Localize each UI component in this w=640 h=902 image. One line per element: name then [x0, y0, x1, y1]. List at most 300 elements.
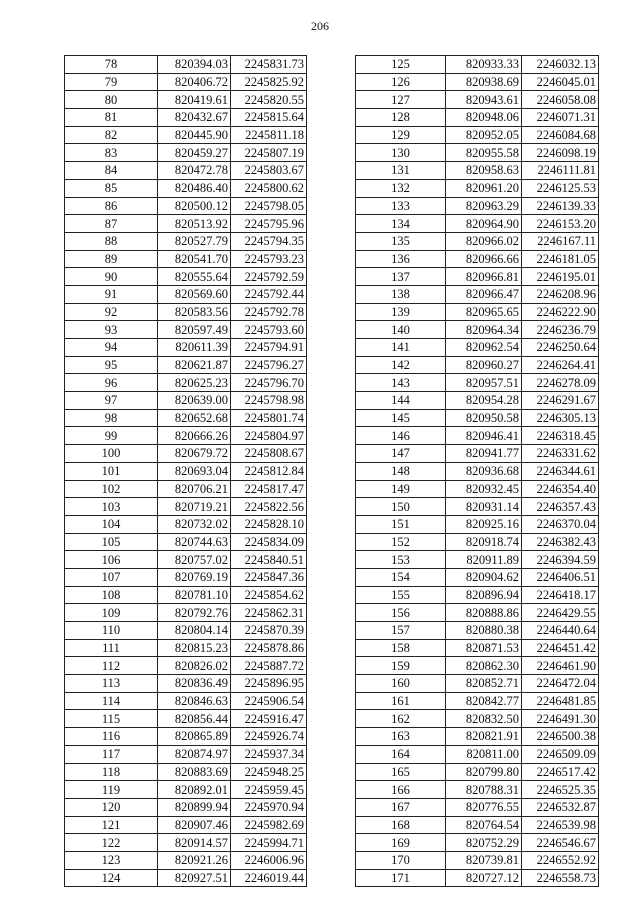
table-row [65, 445, 307, 463]
y-coordinate-cell: 2246461.90 [522, 657, 599, 675]
table-row [356, 745, 599, 763]
y-coordinate-cell: 2245796.70 [231, 374, 307, 392]
point-number-cell: 164 [356, 745, 446, 763]
y-coordinate-cell: 2245820.55 [231, 91, 307, 109]
y-coordinate-cell: 2245970.94 [231, 798, 307, 816]
y-coordinate-cell: 2246153.20 [522, 215, 599, 233]
point-number-cell: 101 [65, 462, 158, 480]
table-row [356, 285, 599, 303]
point-number-cell: 141 [356, 339, 446, 357]
x-coordinate-cell: 820966.81 [446, 268, 522, 286]
point-number-cell: 161 [356, 692, 446, 710]
y-coordinate-cell: 2245817.47 [231, 480, 307, 498]
x-coordinate-cell: 820907.46 [158, 816, 231, 834]
y-coordinate-cell: 2246098.19 [522, 144, 599, 162]
x-coordinate-cell: 820555.64 [158, 268, 231, 286]
y-coordinate-cell: 2246084.68 [522, 126, 599, 144]
table-row [356, 851, 599, 869]
x-coordinate-cell: 820957.51 [446, 374, 522, 392]
y-coordinate-cell: 2246125.53 [522, 179, 599, 197]
point-number-cell: 115 [65, 710, 158, 728]
x-coordinate-cell: 820964.34 [446, 321, 522, 339]
x-coordinate-cell: 820781.10 [158, 586, 231, 604]
table-row [356, 692, 599, 710]
y-coordinate-cell: 2245800.62 [231, 179, 307, 197]
point-number-cell: 99 [65, 427, 158, 445]
point-number-cell: 134 [356, 215, 446, 233]
y-coordinate-cell: 2246418.17 [522, 586, 599, 604]
x-coordinate-cell: 820871.53 [446, 639, 522, 657]
table-row [356, 568, 599, 586]
y-coordinate-cell: 2246071.31 [522, 109, 599, 127]
point-number-cell: 145 [356, 409, 446, 427]
table-row [65, 268, 307, 286]
table-row [65, 781, 307, 799]
x-coordinate-cell: 820513.92 [158, 215, 231, 233]
table-row [65, 586, 307, 604]
point-number-cell: 136 [356, 250, 446, 268]
point-number-cell: 100 [65, 445, 158, 463]
point-number-cell: 132 [356, 179, 446, 197]
table-row [356, 162, 599, 180]
y-coordinate-cell: 2245811.18 [231, 126, 307, 144]
y-coordinate-cell: 2245854.62 [231, 586, 307, 604]
point-number-cell: 167 [356, 798, 446, 816]
x-coordinate-cell: 820896.94 [446, 586, 522, 604]
table-row [356, 126, 599, 144]
y-coordinate-cell: 2246451.42 [522, 639, 599, 657]
table-row [356, 480, 599, 498]
table-row [356, 144, 599, 162]
table-row [65, 533, 307, 551]
y-coordinate-cell: 2245792.44 [231, 285, 307, 303]
point-number-cell: 80 [65, 91, 158, 109]
point-number-cell: 98 [65, 409, 158, 427]
table-row [356, 232, 599, 250]
table-row [65, 303, 307, 321]
x-coordinate-cell: 820394.03 [158, 56, 231, 74]
y-coordinate-cell: 2246331.62 [522, 445, 599, 463]
point-number-cell: 108 [65, 586, 158, 604]
point-number-cell: 110 [65, 622, 158, 640]
x-coordinate-cell: 820500.12 [158, 197, 231, 215]
point-number-cell: 166 [356, 781, 446, 799]
table-row [65, 480, 307, 498]
y-coordinate-cell: 2246394.59 [522, 551, 599, 569]
table-row [356, 586, 599, 604]
x-coordinate-cell: 820821.91 [446, 728, 522, 746]
point-number-cell: 124 [65, 869, 158, 887]
table-row [356, 392, 599, 410]
point-number-cell: 105 [65, 533, 158, 551]
table-row [65, 745, 307, 763]
y-coordinate-cell: 2246532.87 [522, 798, 599, 816]
y-coordinate-cell: 2245801.74 [231, 409, 307, 427]
table-row [356, 675, 599, 693]
x-coordinate-cell: 820541.70 [158, 250, 231, 268]
point-number-cell: 81 [65, 109, 158, 127]
x-coordinate-cell: 820846.63 [158, 692, 231, 710]
y-coordinate-cell: 2245808.67 [231, 445, 307, 463]
point-number-cell: 125 [356, 56, 446, 74]
y-coordinate-cell: 2246006.96 [231, 851, 307, 869]
table-row [356, 622, 599, 640]
y-coordinate-cell: 2245834.09 [231, 533, 307, 551]
y-coordinate-cell: 2246552.92 [522, 851, 599, 869]
table-row [65, 834, 307, 852]
y-coordinate-cell: 2245798.05 [231, 197, 307, 215]
table-row [356, 197, 599, 215]
point-number-cell: 78 [65, 56, 158, 74]
point-number-cell: 171 [356, 869, 446, 887]
x-coordinate-cell: 820948.06 [446, 109, 522, 127]
y-coordinate-cell: 2246429.55 [522, 604, 599, 622]
x-coordinate-cell: 820706.21 [158, 480, 231, 498]
table-row [356, 639, 599, 657]
x-coordinate-cell: 820788.31 [446, 781, 522, 799]
x-coordinate-cell: 820826.02 [158, 657, 231, 675]
table-row [65, 162, 307, 180]
y-coordinate-cell: 2245807.19 [231, 144, 307, 162]
x-coordinate-cell: 820625.23 [158, 374, 231, 392]
table-row [356, 781, 599, 799]
table-row [356, 339, 599, 357]
point-number-cell: 160 [356, 675, 446, 693]
x-coordinate-cell: 820962.54 [446, 339, 522, 357]
point-number-cell: 86 [65, 197, 158, 215]
x-coordinate-cell: 820943.61 [446, 91, 522, 109]
y-coordinate-cell: 2245815.64 [231, 109, 307, 127]
table-row [356, 869, 599, 887]
table-row [65, 109, 307, 127]
point-number-cell: 143 [356, 374, 446, 392]
point-number-cell: 120 [65, 798, 158, 816]
point-number-cell: 126 [356, 73, 446, 91]
y-coordinate-cell: 2246305.13 [522, 409, 599, 427]
x-coordinate-cell: 820583.56 [158, 303, 231, 321]
point-number-cell: 147 [356, 445, 446, 463]
table-row [356, 445, 599, 463]
y-coordinate-cell: 2246058.08 [522, 91, 599, 109]
y-coordinate-cell: 2246440.64 [522, 622, 599, 640]
point-number-cell: 102 [65, 480, 158, 498]
y-coordinate-cell: 2246291.67 [522, 392, 599, 410]
y-coordinate-cell: 2246222.90 [522, 303, 599, 321]
point-number-cell: 91 [65, 285, 158, 303]
table-row [65, 197, 307, 215]
x-coordinate-cell: 820941.77 [446, 445, 522, 463]
x-coordinate-cell: 820964.90 [446, 215, 522, 233]
x-coordinate-cell: 820445.90 [158, 126, 231, 144]
table-row [65, 816, 307, 834]
point-number-cell: 104 [65, 515, 158, 533]
y-coordinate-cell: 2245878.86 [231, 639, 307, 657]
x-coordinate-cell: 820852.71 [446, 675, 522, 693]
y-coordinate-cell: 2246167.11 [522, 232, 599, 250]
x-coordinate-cell: 820639.00 [158, 392, 231, 410]
y-coordinate-cell: 2245948.25 [231, 763, 307, 781]
y-coordinate-cell: 2245804.97 [231, 427, 307, 445]
x-coordinate-cell: 820832.50 [446, 710, 522, 728]
point-number-cell: 89 [65, 250, 158, 268]
table-row [65, 285, 307, 303]
point-number-cell: 111 [65, 639, 158, 657]
x-coordinate-cell: 820419.61 [158, 91, 231, 109]
table-row [356, 498, 599, 516]
table-row [356, 268, 599, 286]
x-coordinate-cell: 820527.79 [158, 232, 231, 250]
y-coordinate-cell: 2245796.27 [231, 356, 307, 374]
point-number-cell: 169 [356, 834, 446, 852]
table-row [356, 109, 599, 127]
point-number-cell: 94 [65, 339, 158, 357]
table-row [356, 250, 599, 268]
table-row [356, 427, 599, 445]
x-coordinate-cell: 820432.67 [158, 109, 231, 127]
y-coordinate-cell: 2246370.04 [522, 515, 599, 533]
x-coordinate-cell: 820865.89 [158, 728, 231, 746]
y-coordinate-cell: 2245896.95 [231, 675, 307, 693]
table-row [65, 639, 307, 657]
point-number-cell: 144 [356, 392, 446, 410]
x-coordinate-cell: 820966.47 [446, 285, 522, 303]
y-coordinate-cell: 2245792.78 [231, 303, 307, 321]
x-coordinate-cell: 820892.01 [158, 781, 231, 799]
table-row [356, 409, 599, 427]
table-row [65, 675, 307, 693]
y-coordinate-cell: 2245795.96 [231, 215, 307, 233]
x-coordinate-cell: 820679.72 [158, 445, 231, 463]
x-coordinate-cell: 820946.41 [446, 427, 522, 445]
table-row [65, 427, 307, 445]
point-number-cell: 148 [356, 462, 446, 480]
table-row [65, 144, 307, 162]
y-coordinate-cell: 2246236.79 [522, 321, 599, 339]
x-coordinate-cell: 820727.12 [446, 869, 522, 887]
y-coordinate-cell: 2246139.33 [522, 197, 599, 215]
point-number-cell: 157 [356, 622, 446, 640]
point-number-cell: 159 [356, 657, 446, 675]
x-coordinate-cell: 820842.77 [446, 692, 522, 710]
table-row [356, 91, 599, 109]
table-row [65, 91, 307, 109]
table-row [65, 409, 307, 427]
x-coordinate-cell: 820952.05 [446, 126, 522, 144]
point-number-cell: 107 [65, 568, 158, 586]
x-coordinate-cell: 820914.57 [158, 834, 231, 852]
y-coordinate-cell: 2245825.92 [231, 73, 307, 91]
point-number-cell: 122 [65, 834, 158, 852]
table-row [65, 250, 307, 268]
point-number-cell: 170 [356, 851, 446, 869]
table-row [356, 356, 599, 374]
table-row [65, 339, 307, 357]
x-coordinate-cell: 820732.02 [158, 515, 231, 533]
x-coordinate-cell: 820966.02 [446, 232, 522, 250]
point-number-cell: 123 [65, 851, 158, 869]
x-coordinate-cell: 820936.68 [446, 462, 522, 480]
y-coordinate-cell: 2245794.35 [231, 232, 307, 250]
point-number-cell: 152 [356, 533, 446, 551]
table-row [65, 851, 307, 869]
y-coordinate-cell: 2245794.91 [231, 339, 307, 357]
y-coordinate-cell: 2245926.74 [231, 728, 307, 746]
point-number-cell: 96 [65, 374, 158, 392]
point-number-cell: 129 [356, 126, 446, 144]
table-row [65, 321, 307, 339]
table-row [65, 798, 307, 816]
x-coordinate-cell: 820960.27 [446, 356, 522, 374]
x-coordinate-cell: 820958.63 [446, 162, 522, 180]
coordinates-table-left [64, 55, 307, 887]
y-coordinate-cell: 2246546.67 [522, 834, 599, 852]
x-coordinate-cell: 820459.27 [158, 144, 231, 162]
coordinates-table-right [355, 55, 599, 887]
y-coordinate-cell: 2246111.81 [522, 162, 599, 180]
table-row [356, 728, 599, 746]
y-coordinate-cell: 2245870.39 [231, 622, 307, 640]
table-row [356, 215, 599, 233]
x-coordinate-cell: 820965.65 [446, 303, 522, 321]
point-number-cell: 155 [356, 586, 446, 604]
table-row [65, 215, 307, 233]
table-row [356, 515, 599, 533]
table-row [356, 56, 599, 74]
point-number-cell: 156 [356, 604, 446, 622]
y-coordinate-cell: 2246045.01 [522, 73, 599, 91]
x-coordinate-cell: 820764.54 [446, 816, 522, 834]
point-number-cell: 127 [356, 91, 446, 109]
point-number-cell: 137 [356, 268, 446, 286]
y-coordinate-cell: 2246517.42 [522, 763, 599, 781]
table-row [65, 604, 307, 622]
table-row [65, 568, 307, 586]
point-number-cell: 131 [356, 162, 446, 180]
y-coordinate-cell: 2246181.05 [522, 250, 599, 268]
table-row [356, 321, 599, 339]
table-row [65, 622, 307, 640]
y-coordinate-cell: 2246491.30 [522, 710, 599, 728]
point-number-cell: 153 [356, 551, 446, 569]
x-coordinate-cell: 820963.29 [446, 197, 522, 215]
point-number-cell: 95 [65, 356, 158, 374]
point-number-cell: 79 [65, 73, 158, 91]
table-row [356, 179, 599, 197]
x-coordinate-cell: 820862.30 [446, 657, 522, 675]
point-number-cell: 117 [65, 745, 158, 763]
y-coordinate-cell: 2245792.59 [231, 268, 307, 286]
y-coordinate-cell: 2246357.43 [522, 498, 599, 516]
table-row [356, 604, 599, 622]
table-row [356, 303, 599, 321]
point-number-cell: 87 [65, 215, 158, 233]
table-row [356, 834, 599, 852]
y-coordinate-cell: 2245937.34 [231, 745, 307, 763]
point-number-cell: 118 [65, 763, 158, 781]
x-coordinate-cell: 820776.55 [446, 798, 522, 816]
y-coordinate-cell: 2245982.69 [231, 816, 307, 834]
page-number: 206 [311, 19, 329, 33]
x-coordinate-cell: 820752.29 [446, 834, 522, 852]
x-coordinate-cell: 820693.04 [158, 462, 231, 480]
table-row [65, 869, 307, 887]
table-row [356, 374, 599, 392]
y-coordinate-cell: 2246472.04 [522, 675, 599, 693]
x-coordinate-cell: 820815.23 [158, 639, 231, 657]
y-coordinate-cell: 2246278.09 [522, 374, 599, 392]
point-number-cell: 121 [65, 816, 158, 834]
x-coordinate-cell: 820569.60 [158, 285, 231, 303]
x-coordinate-cell: 820406.72 [158, 73, 231, 91]
x-coordinate-cell: 820597.49 [158, 321, 231, 339]
y-coordinate-cell: 2245828.10 [231, 515, 307, 533]
point-number-cell: 93 [65, 321, 158, 339]
x-coordinate-cell: 820739.81 [446, 851, 522, 869]
x-coordinate-cell: 820486.40 [158, 179, 231, 197]
table-row [356, 798, 599, 816]
x-coordinate-cell: 820950.58 [446, 409, 522, 427]
point-number-cell: 84 [65, 162, 158, 180]
point-number-cell: 116 [65, 728, 158, 746]
y-coordinate-cell: 2246406.51 [522, 568, 599, 586]
point-number-cell: 139 [356, 303, 446, 321]
y-coordinate-cell: 2246354.40 [522, 480, 599, 498]
table-row [356, 462, 599, 480]
x-coordinate-cell: 820888.86 [446, 604, 522, 622]
point-number-cell: 92 [65, 303, 158, 321]
y-coordinate-cell: 2245831.73 [231, 56, 307, 74]
y-coordinate-cell: 2245887.72 [231, 657, 307, 675]
x-coordinate-cell: 820954.28 [446, 392, 522, 410]
point-number-cell: 165 [356, 763, 446, 781]
table-row [65, 657, 307, 675]
point-number-cell: 97 [65, 392, 158, 410]
x-coordinate-cell: 820792.76 [158, 604, 231, 622]
point-number-cell: 168 [356, 816, 446, 834]
x-coordinate-cell: 820966.66 [446, 250, 522, 268]
table-row [65, 692, 307, 710]
table-row [65, 392, 307, 410]
y-coordinate-cell: 2246208.96 [522, 285, 599, 303]
x-coordinate-cell: 820904.62 [446, 568, 522, 586]
table-row [65, 498, 307, 516]
y-coordinate-cell: 2246525.35 [522, 781, 599, 799]
table-row [356, 763, 599, 781]
x-coordinate-cell: 820932.45 [446, 480, 522, 498]
point-number-cell: 113 [65, 675, 158, 693]
table-row [356, 73, 599, 91]
x-coordinate-cell: 820925.16 [446, 515, 522, 533]
x-coordinate-cell: 820931.14 [446, 498, 522, 516]
x-coordinate-cell: 820933.33 [446, 56, 522, 74]
point-number-cell: 149 [356, 480, 446, 498]
table-row [65, 56, 307, 74]
table-row [65, 551, 307, 569]
point-number-cell: 88 [65, 232, 158, 250]
y-coordinate-cell: 2245803.67 [231, 162, 307, 180]
table-row [65, 710, 307, 728]
point-number-cell: 112 [65, 657, 158, 675]
x-coordinate-cell: 820621.87 [158, 356, 231, 374]
x-coordinate-cell: 820918.74 [446, 533, 522, 551]
x-coordinate-cell: 820804.14 [158, 622, 231, 640]
point-number-cell: 135 [356, 232, 446, 250]
point-number-cell: 151 [356, 515, 446, 533]
table-row [65, 232, 307, 250]
point-number-cell: 140 [356, 321, 446, 339]
point-number-cell: 114 [65, 692, 158, 710]
y-coordinate-cell: 2246032.13 [522, 56, 599, 74]
